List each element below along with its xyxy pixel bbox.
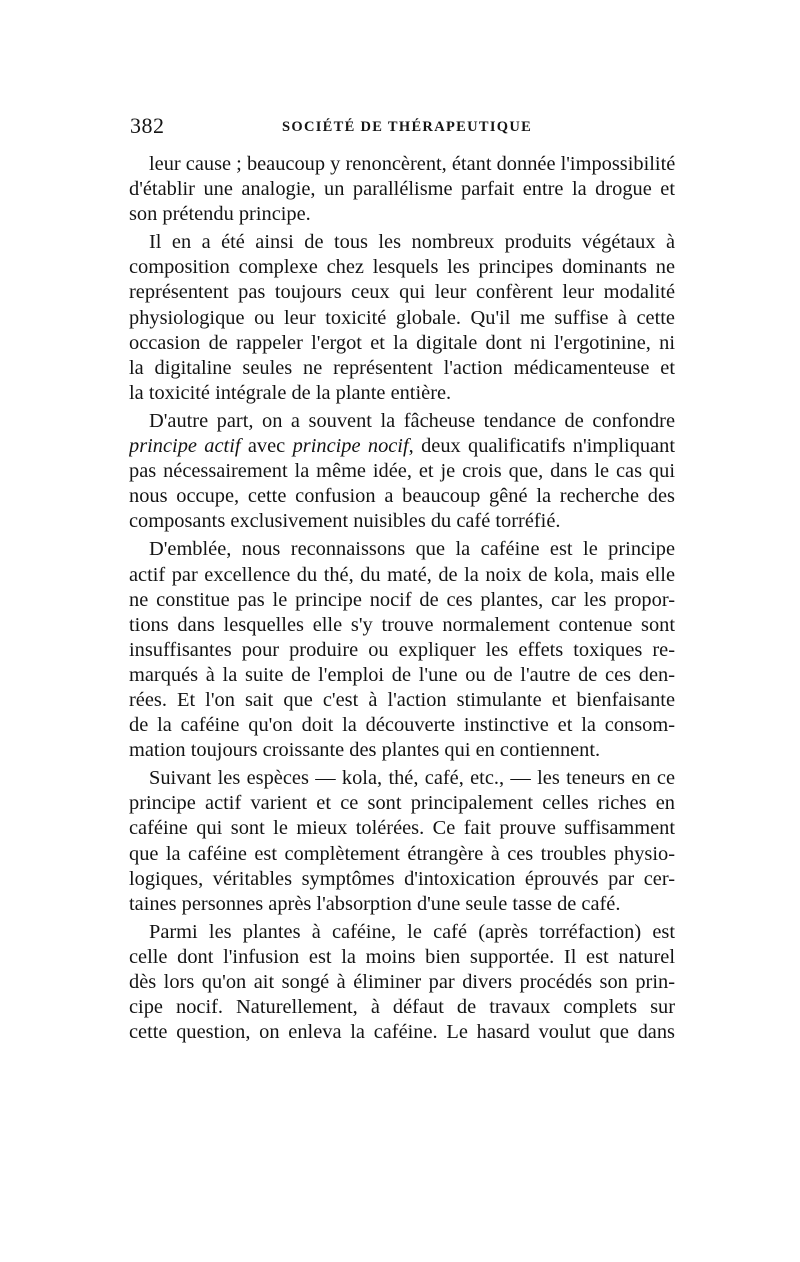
text-line: composition complexe chez lesquels les principes dominants ne [129,256,675,279]
text-line: d'établir une analogie, un parallélisme parfait entre la drogue et [129,178,675,201]
text-line: insuffisantes pour produire ou expliquer les effets toxiques re- [129,638,675,661]
paragraph [129,766,675,917]
text-line: physiologique ou leur toxicité globale. Qu'il me suffise à cette [129,306,675,329]
text-line: que la caféine est complètement étrangère à ces troubles physio- [129,842,675,865]
paragraph [129,152,675,227]
paragraph [129,537,675,763]
text-line: son prétendu principe. [129,203,311,226]
text-line: caféine qui sont le mieux tolérées. Ce fait prouve suffisamment [129,817,675,840]
paragraph [129,230,675,406]
text-line: D'autre part, on a souvent la fâcheuse tendance de confondre [149,409,675,432]
page-number: 382 [130,113,165,138]
text-span: avec [240,435,293,458]
text-line: Parmi les plantes à caféine, le café (après torréfaction) est [149,920,675,943]
text-line: logiques, véritables symptômes d'intoxication éprouvés par cer- [129,867,675,890]
text-line: composants exclusivement nuisibles du café torréfié. [129,510,561,533]
text-line: Suivant les espèces — kola, thé, café, etc., — les teneurs en ce [149,767,675,790]
text-line: la digitaline seules ne représentent l'action médicamenteuse et [129,356,675,379]
text-line: tions dans lesquelles elle s'y trouve normalement contenue sont [129,613,675,636]
paragraph [129,409,675,534]
text-line: dès lors qu'on ait songé à éliminer par divers procédés son prin- [129,971,675,993]
body-text [129,152,675,1045]
text-line: taines personnes après l'absorption d'une seule tasse de café. [129,892,621,915]
text-line: cipe nocif. Naturellement, à défaut de travaux complets sur [129,996,675,1019]
running-head [130,113,678,143]
paragraph [129,920,675,1045]
text-span: , deux qualificatifs n'impliquant [408,435,675,458]
text-line: actif par excellence du thé, du maté, de la noix de kola, mais elle [129,563,675,586]
text-line: occasion de rappeler l'ergot et la digitale dont ni l'ergotinine, ni [129,331,675,354]
text-line: mation toujours croissante des plantes qui en contiennent. [129,739,601,762]
text-line: de la caféine qu'on doit la découverte instinctive et la consom- [129,714,675,737]
text-line [129,434,675,459]
text-line: marqués à la suite de l'emploi de l'une ou de l'autre de ces den- [129,663,675,686]
text-line: la toxicité intégrale de la plante entière. [129,381,452,404]
text-line: D'emblée, nous reconnaissons que la caféine est le principe [149,538,675,561]
text-line: pas nécessairement la même idée, et je crois que, dans le cas qui [129,460,675,483]
text-line: celle dont l'infusion est la moins bien supportée. Il est naturel [129,945,675,968]
text-line: principe actif varient et ce sont principalement celles riches en [129,792,675,815]
text-line: leur cause ; beaucoup y renoncèrent, étant donnée l'impossibilité [149,153,675,175]
text-line: Il en a été ainsi de tous les nombreux produits végétaux à [149,231,675,254]
italic-term: principe nocif [292,435,409,458]
text-line: nous occupe, cette confusion a beaucoup gêné la recherche des [129,485,675,508]
text-line: représentent pas toujours ceux qui leur confèrent leur modalité [129,281,675,304]
italic-term: principe actif [129,435,241,458]
text-line: cette question, on enleva la caféine. Le hasard voulut que dans [129,1021,675,1044]
running-title: SOCIÉTÉ DE THÉRAPEUTIQUE [282,119,533,135]
text-line: rées. Et l'on sait que c'est à l'action stimulante et bienfaisante [129,688,675,711]
text-line: ne constitue pas le principe nocif de ces plantes, car les propor- [129,588,675,611]
